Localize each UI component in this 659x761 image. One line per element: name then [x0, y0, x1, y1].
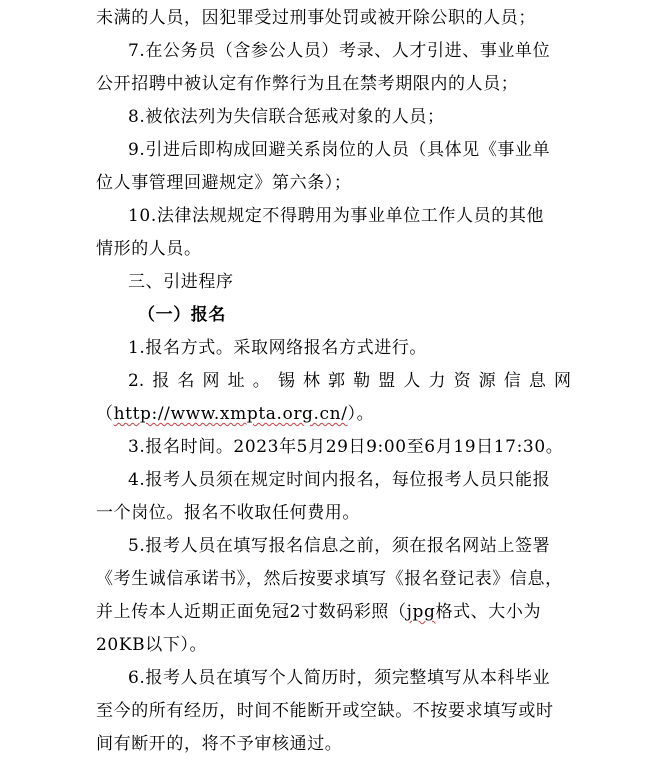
- paragraph-line: 情形的人员。: [96, 239, 202, 259]
- photo-requirement-line: [0, 596, 659, 629]
- subsection-heading: （一）报名: [138, 305, 226, 325]
- url-open-paren: （: [96, 404, 114, 424]
- paragraph-line: 《考生诚信承诺书》，然后按要求填写《报名登记表》信息，: [96, 569, 563, 589]
- section-heading: 三、引进程序: [128, 272, 234, 292]
- website-link[interactable]: http://www.xmpta.org.cn/: [113, 404, 348, 424]
- paragraph-line: 一个岗位。报名不收取任何费用。: [96, 503, 360, 523]
- paragraph-line: 10.法律法规规定不得聘用为事业单位工作人员的其他: [128, 206, 545, 226]
- photo-format: jpg: [406, 602, 436, 622]
- paragraph-line: 公开招聘中被认定有作弊行为且在禁考期限内的人员；: [96, 74, 519, 94]
- paragraph-text: 格式、大小为: [435, 602, 542, 622]
- paragraph-line: 7.在公务员（含参公人员）考录、人才引进、事业单位: [128, 41, 551, 61]
- url-close-paren: ）。: [347, 404, 375, 424]
- paragraph-line: 间有断开的，将不予审核通过。: [96, 734, 343, 754]
- paragraph-line: 3.报名时间。2023年5月29日9:00至6月19日17:30。: [128, 437, 564, 457]
- paragraph-line: 2.报名网址。锡林郭勒盟人力资源信息网: [128, 371, 571, 391]
- paragraph-line: 5.报考人员在填写报名信息之前，须在报名网站上签署: [128, 536, 551, 556]
- paragraph-text: 并上传本人近期正面免冠2寸数码彩照（: [96, 602, 407, 622]
- paragraph-line: 位人事管理回避规定》第六条）；: [96, 173, 352, 193]
- url-line: [0, 398, 659, 431]
- paragraph-line: 20KB以下）。: [96, 635, 208, 655]
- paragraph-line: 8.被依法列为失信联合惩戒对象的人员；: [128, 107, 445, 127]
- paragraph-line: 4.报考人员须在规定时间内报名，每位报考人员只能报: [128, 470, 551, 490]
- paragraph-line: 1.报名方式。采取网络报名方式进行。: [128, 338, 428, 358]
- paragraph-line: 6.报考人员在填写个人简历时，须完整填写从本科毕业: [128, 668, 551, 688]
- paragraph-line: 9.引进后即构成回避关系岗位的人员（具体见《事业单: [128, 140, 551, 160]
- paragraph-line: 未满的人员，因犯罪受过刑事处罚或被开除公职的人员；: [96, 8, 536, 28]
- paragraph-line: 至今的所有经历，时间不能断开或空缺。不按要求填写或时: [96, 701, 554, 721]
